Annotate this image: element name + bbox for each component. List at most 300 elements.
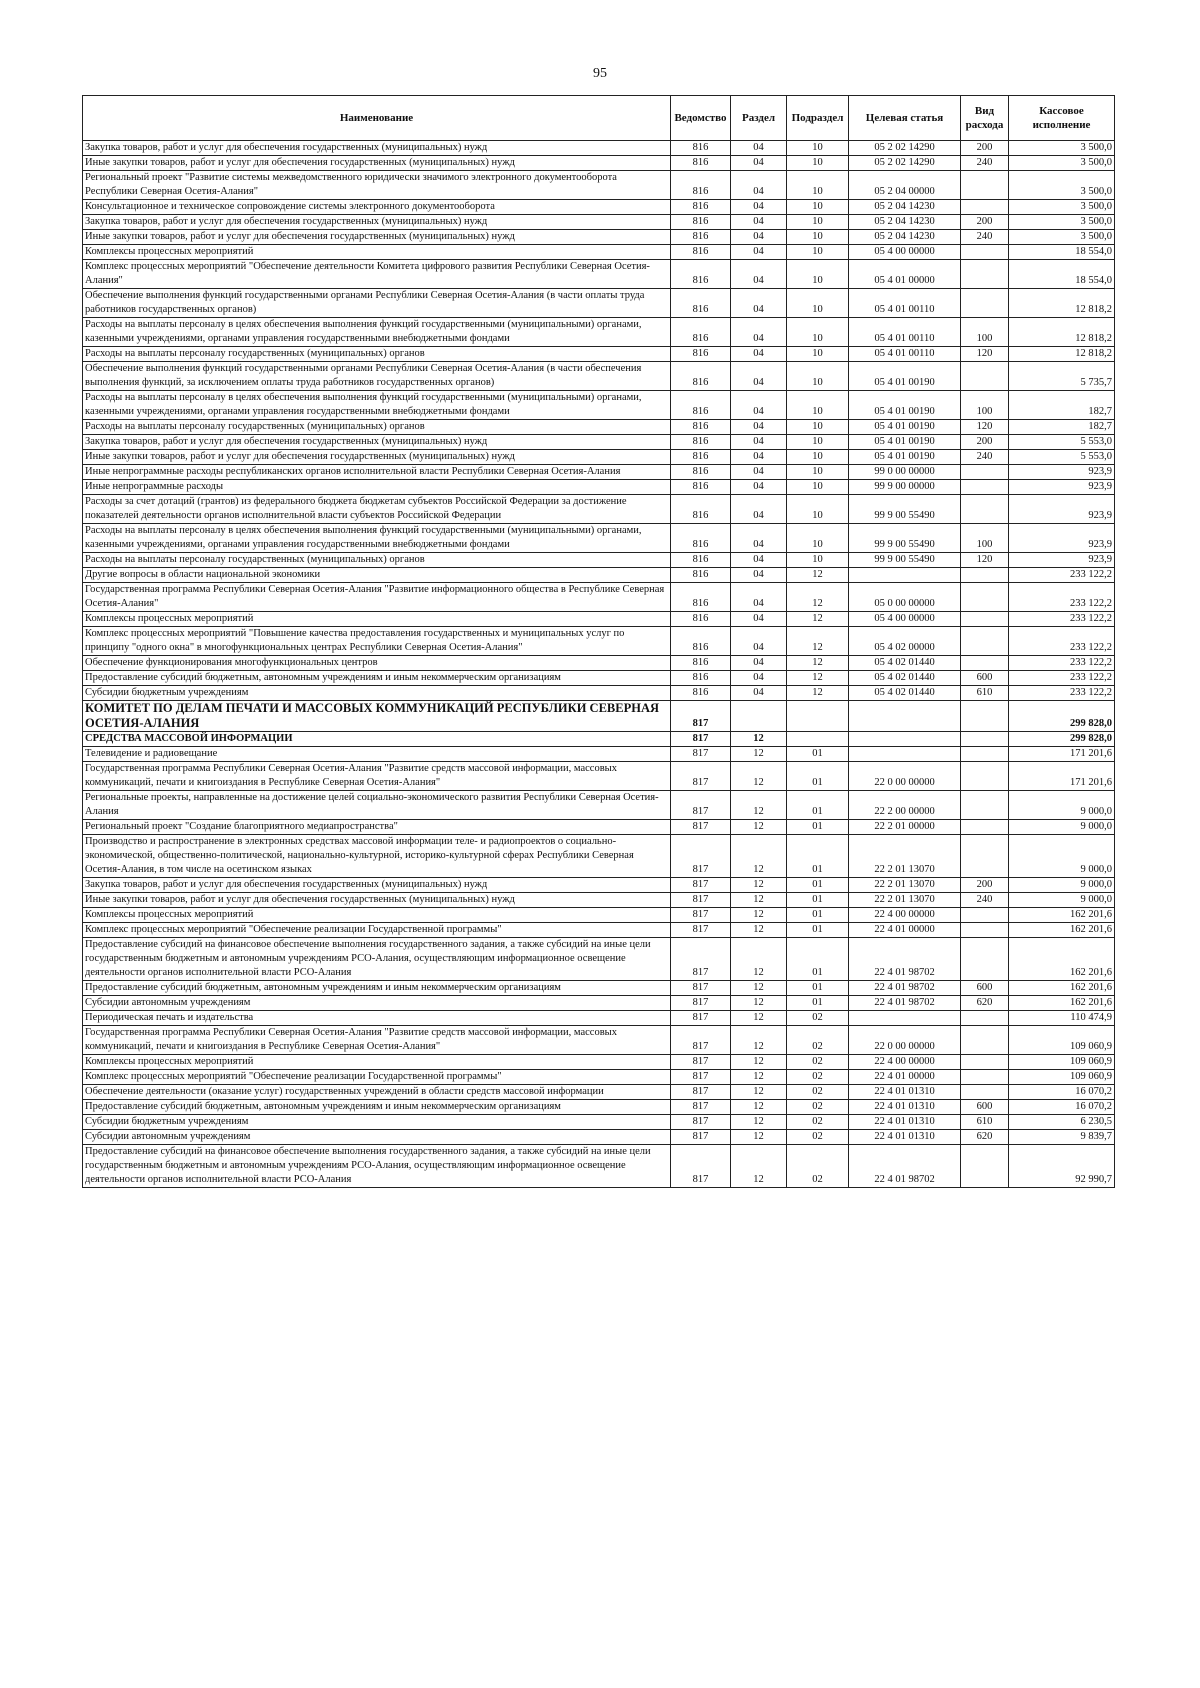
row-vid-cell bbox=[961, 480, 1009, 495]
row-razdel-cell: 12 bbox=[731, 732, 787, 747]
row-vid-cell: 240 bbox=[961, 156, 1009, 171]
row-vedomstvo-cell: 816 bbox=[671, 656, 731, 671]
row-kassovoe-cell: 923,9 bbox=[1009, 524, 1115, 553]
row-podrazdel-cell: 12 bbox=[787, 612, 849, 627]
row-vid-cell bbox=[961, 938, 1009, 981]
row-vid-cell bbox=[961, 1055, 1009, 1070]
row-vedomstvo-cell: 816 bbox=[671, 215, 731, 230]
row-vedomstvo-cell: 817 bbox=[671, 1055, 731, 1070]
row-vid-cell: 200 bbox=[961, 435, 1009, 450]
row-celevaya-cell: 05 4 00 00000 bbox=[849, 245, 961, 260]
header-vid-rashoda: Вид расхода bbox=[961, 96, 1009, 141]
row-podrazdel-cell: 01 bbox=[787, 878, 849, 893]
row-kassovoe-cell: 16 070,2 bbox=[1009, 1085, 1115, 1100]
row-name-cell: Периодическая печать и издательства bbox=[83, 1011, 671, 1026]
table-row bbox=[83, 495, 1115, 524]
row-celevaya-cell: 05 4 02 01440 bbox=[849, 671, 961, 686]
row-vid-cell: 120 bbox=[961, 553, 1009, 568]
row-kassovoe-cell: 171 201,6 bbox=[1009, 747, 1115, 762]
row-kassovoe-cell: 12 818,2 bbox=[1009, 289, 1115, 318]
row-vedomstvo-cell: 816 bbox=[671, 524, 731, 553]
row-vid-cell: 600 bbox=[961, 1100, 1009, 1115]
row-vedomstvo-cell: 817 bbox=[671, 1145, 731, 1188]
row-podrazdel-cell: 10 bbox=[787, 289, 849, 318]
row-razdel-cell: 12 bbox=[731, 762, 787, 791]
row-celevaya-cell: 05 4 01 00190 bbox=[849, 435, 961, 450]
row-vedomstvo-cell: 817 bbox=[671, 791, 731, 820]
row-razdel-cell: 12 bbox=[731, 820, 787, 835]
row-kassovoe-cell: 12 818,2 bbox=[1009, 347, 1115, 362]
row-podrazdel-cell: 10 bbox=[787, 141, 849, 156]
row-podrazdel-cell: 10 bbox=[787, 480, 849, 495]
row-celevaya-cell: 22 2 00 00000 bbox=[849, 791, 961, 820]
row-vid-cell: 200 bbox=[961, 215, 1009, 230]
row-razdel-cell: 12 bbox=[731, 1055, 787, 1070]
row-kassovoe-cell: 182,7 bbox=[1009, 420, 1115, 435]
row-razdel-cell: 12 bbox=[731, 791, 787, 820]
row-vedomstvo-cell: 817 bbox=[671, 1115, 731, 1130]
row-name-cell: Обеспечение выполнения функций государственными органами Республики Северная Осетия-Алания (в части оплаты труда работников государственных органов) bbox=[83, 289, 671, 318]
table-row bbox=[83, 435, 1115, 450]
table-row bbox=[83, 762, 1115, 791]
row-vedomstvo-cell: 817 bbox=[671, 893, 731, 908]
row-name-cell: Предоставление субсидий на финансовое обеспечение выполнения государственного задания, а также субсидий на иные цели государственным бюджетным и автономным учреждениям РСО-Алания, осуществляющим информационное освещение деятельности органов исполнительной власти РСО-Алания bbox=[83, 1145, 671, 1188]
row-vedomstvo-cell: 816 bbox=[671, 627, 731, 656]
row-kassovoe-cell: 5 553,0 bbox=[1009, 450, 1115, 465]
table-row bbox=[83, 996, 1115, 1011]
row-name-cell: Региональный проект "Развитие системы межведомственного юридически значимого электронного документооборота Республики Северная Осетия-Алания" bbox=[83, 171, 671, 200]
row-podrazdel-cell: 10 bbox=[787, 435, 849, 450]
row-kassovoe-cell: 162 201,6 bbox=[1009, 923, 1115, 938]
row-podrazdel-cell: 10 bbox=[787, 450, 849, 465]
table-row bbox=[83, 171, 1115, 200]
header-razdel: Раздел bbox=[731, 96, 787, 141]
row-kassovoe-cell: 9 000,0 bbox=[1009, 893, 1115, 908]
table-row bbox=[83, 820, 1115, 835]
table-row bbox=[83, 215, 1115, 230]
row-vedomstvo-cell: 817 bbox=[671, 1100, 731, 1115]
row-name-cell: Региональные проекты, направленные на достижение целей социально-экономического развития Республики Северная Осетия-Алания bbox=[83, 791, 671, 820]
row-vid-cell: 120 bbox=[961, 347, 1009, 362]
row-podrazdel-cell: 02 bbox=[787, 1070, 849, 1085]
row-razdel-cell bbox=[731, 701, 787, 732]
table-row bbox=[83, 1055, 1115, 1070]
row-kassovoe-cell: 233 122,2 bbox=[1009, 686, 1115, 701]
row-vid-cell: 100 bbox=[961, 524, 1009, 553]
row-vedomstvo-cell: 816 bbox=[671, 230, 731, 245]
row-celevaya-cell: 22 0 00 00000 bbox=[849, 1026, 961, 1055]
row-razdel-cell: 04 bbox=[731, 391, 787, 420]
row-kassovoe-cell: 923,9 bbox=[1009, 465, 1115, 480]
row-kassovoe-cell: 3 500,0 bbox=[1009, 200, 1115, 215]
table-body bbox=[83, 141, 1115, 1188]
row-podrazdel-cell: 12 bbox=[787, 568, 849, 583]
row-vedomstvo-cell: 817 bbox=[671, 732, 731, 747]
row-celevaya-cell bbox=[849, 1011, 961, 1026]
row-celevaya-cell: 22 4 01 98702 bbox=[849, 1145, 961, 1188]
page-number: 95 bbox=[593, 66, 607, 81]
row-celevaya-cell bbox=[849, 747, 961, 762]
row-razdel-cell: 04 bbox=[731, 435, 787, 450]
row-podrazdel-cell: 02 bbox=[787, 1026, 849, 1055]
table-row bbox=[83, 701, 1115, 732]
row-name-cell: Расходы на выплаты персоналу государственных (муниципальных) органов bbox=[83, 347, 671, 362]
table-row bbox=[83, 835, 1115, 878]
row-vid-cell bbox=[961, 791, 1009, 820]
row-podrazdel-cell: 10 bbox=[787, 553, 849, 568]
row-name-cell: Закупка товаров, работ и услуг для обеспечения государственных (муниципальных) нужд bbox=[83, 215, 671, 230]
row-podrazdel-cell: 01 bbox=[787, 747, 849, 762]
row-vid-cell: 620 bbox=[961, 1130, 1009, 1145]
row-celevaya-cell: 05 4 02 01440 bbox=[849, 686, 961, 701]
row-name-cell: Консультационное и техническое сопровождение системы электронного документооборота bbox=[83, 200, 671, 215]
row-razdel-cell: 12 bbox=[731, 923, 787, 938]
row-vid-cell bbox=[961, 495, 1009, 524]
row-name-cell: Комплекс процессных мероприятий "Повышение качества предоставления государственных и муниципальных услуг по принципу "одного окна" в многофункциональных центрах Республики Северная Осетия-Алания" bbox=[83, 627, 671, 656]
table-row bbox=[83, 230, 1115, 245]
row-vedomstvo-cell: 816 bbox=[671, 245, 731, 260]
row-kassovoe-cell: 233 122,2 bbox=[1009, 656, 1115, 671]
table-row bbox=[83, 480, 1115, 495]
row-kassovoe-cell: 6 230,5 bbox=[1009, 1115, 1115, 1130]
row-razdel-cell: 12 bbox=[731, 938, 787, 981]
row-vid-cell bbox=[961, 1011, 1009, 1026]
row-podrazdel-cell: 10 bbox=[787, 362, 849, 391]
row-vid-cell bbox=[961, 362, 1009, 391]
table-row bbox=[83, 1026, 1115, 1055]
row-name-cell: Субсидии автономным учреждениям bbox=[83, 1130, 671, 1145]
row-vedomstvo-cell: 817 bbox=[671, 747, 731, 762]
row-name-cell: Производство и распространение в электронных средствах массовой информации теле- и радиопроектов о социально-экономической, общественно-политической, национально-культурной, историко-культурной сферах Республики Северная Осетия-Алания, в том числе на осетинском языках bbox=[83, 835, 671, 878]
row-vid-cell bbox=[961, 200, 1009, 215]
budget-table bbox=[82, 95, 1115, 1188]
row-celevaya-cell: 05 4 01 00110 bbox=[849, 318, 961, 347]
row-vid-cell bbox=[961, 747, 1009, 762]
row-celevaya-cell: 99 0 00 00000 bbox=[849, 465, 961, 480]
row-vedomstvo-cell: 816 bbox=[671, 568, 731, 583]
row-name-cell: КОМИТЕТ ПО ДЕЛАМ ПЕЧАТИ И МАССОВЫХ КОММУНИКАЦИЙ РЕСПУБЛИКИ СЕВЕРНАЯ ОСЕТИЯ-АЛАНИЯ bbox=[83, 701, 671, 732]
row-razdel-cell: 04 bbox=[731, 215, 787, 230]
row-podrazdel-cell: 01 bbox=[787, 820, 849, 835]
table-row bbox=[83, 450, 1115, 465]
row-vid-cell bbox=[961, 583, 1009, 612]
row-vedomstvo-cell: 817 bbox=[671, 878, 731, 893]
row-razdel-cell: 04 bbox=[731, 156, 787, 171]
row-vid-cell: 100 bbox=[961, 318, 1009, 347]
row-kassovoe-cell: 3 500,0 bbox=[1009, 215, 1115, 230]
row-vedomstvo-cell: 816 bbox=[671, 495, 731, 524]
row-celevaya-cell bbox=[849, 568, 961, 583]
row-name-cell: Региональный проект "Создание благоприятного медиапространства" bbox=[83, 820, 671, 835]
table-row bbox=[83, 245, 1115, 260]
row-podrazdel-cell: 02 bbox=[787, 1130, 849, 1145]
row-razdel-cell: 04 bbox=[731, 200, 787, 215]
table-row bbox=[83, 878, 1115, 893]
row-name-cell: Закупка товаров, работ и услуг для обеспечения государственных (муниципальных) нужд bbox=[83, 435, 671, 450]
row-name-cell: Иные непрограммные расходы республиканских органов исполнительной власти Республики Северная Осетия-Алания bbox=[83, 465, 671, 480]
row-vedomstvo-cell: 816 bbox=[671, 347, 731, 362]
row-kassovoe-cell: 12 818,2 bbox=[1009, 318, 1115, 347]
row-kassovoe-cell: 171 201,6 bbox=[1009, 762, 1115, 791]
row-vid-cell bbox=[961, 1026, 1009, 1055]
row-kassovoe-cell: 109 060,9 bbox=[1009, 1055, 1115, 1070]
row-podrazdel-cell: 10 bbox=[787, 230, 849, 245]
row-podrazdel-cell: 12 bbox=[787, 656, 849, 671]
row-kassovoe-cell: 110 474,9 bbox=[1009, 1011, 1115, 1026]
row-vid-cell bbox=[961, 762, 1009, 791]
row-razdel-cell: 12 bbox=[731, 908, 787, 923]
row-vedomstvo-cell: 816 bbox=[671, 435, 731, 450]
table-row bbox=[83, 318, 1115, 347]
row-vid-cell bbox=[961, 245, 1009, 260]
row-razdel-cell: 12 bbox=[731, 1100, 787, 1115]
table-row bbox=[83, 200, 1115, 215]
table-row bbox=[83, 583, 1115, 612]
row-razdel-cell: 04 bbox=[731, 656, 787, 671]
row-vid-cell bbox=[961, 612, 1009, 627]
row-name-cell: Предоставление субсидий бюджетным, автономным учреждениям и иным некоммерческим организациям bbox=[83, 1100, 671, 1115]
row-podrazdel-cell bbox=[787, 732, 849, 747]
row-vedomstvo-cell: 816 bbox=[671, 420, 731, 435]
row-razdel-cell: 12 bbox=[731, 878, 787, 893]
row-kassovoe-cell: 109 060,9 bbox=[1009, 1026, 1115, 1055]
row-razdel-cell: 04 bbox=[731, 245, 787, 260]
row-celevaya-cell: 99 9 00 00000 bbox=[849, 480, 961, 495]
row-podrazdel-cell: 01 bbox=[787, 835, 849, 878]
table-row bbox=[83, 141, 1115, 156]
row-razdel-cell: 04 bbox=[731, 141, 787, 156]
row-podrazdel-cell: 10 bbox=[787, 524, 849, 553]
row-name-cell: СРЕДСТВА МАССОВОЙ ИНФОРМАЦИИ bbox=[83, 732, 671, 747]
row-vedomstvo-cell: 817 bbox=[671, 701, 731, 732]
row-celevaya-cell: 05 2 02 14290 bbox=[849, 156, 961, 171]
row-celevaya-cell: 05 0 00 00000 bbox=[849, 583, 961, 612]
row-vedomstvo-cell: 817 bbox=[671, 820, 731, 835]
row-celevaya-cell: 22 4 01 01310 bbox=[849, 1100, 961, 1115]
row-name-cell: Комплекс процессных мероприятий "Обеспечение реализации Государственной программы" bbox=[83, 923, 671, 938]
row-vedomstvo-cell: 816 bbox=[671, 141, 731, 156]
row-podrazdel-cell: 01 bbox=[787, 981, 849, 996]
table-row bbox=[83, 627, 1115, 656]
row-vedomstvo-cell: 816 bbox=[671, 200, 731, 215]
row-kassovoe-cell: 923,9 bbox=[1009, 553, 1115, 568]
table-row bbox=[83, 908, 1115, 923]
row-razdel-cell: 04 bbox=[731, 450, 787, 465]
row-vid-cell bbox=[961, 656, 1009, 671]
row-vid-cell: 600 bbox=[961, 981, 1009, 996]
table-row bbox=[83, 981, 1115, 996]
row-vedomstvo-cell: 817 bbox=[671, 1085, 731, 1100]
row-name-cell: Иные закупки товаров, работ и услуг для обеспечения государственных (муниципальных) нужд bbox=[83, 450, 671, 465]
row-celevaya-cell: 22 4 01 00000 bbox=[849, 1070, 961, 1085]
row-razdel-cell: 04 bbox=[731, 318, 787, 347]
row-vedomstvo-cell: 816 bbox=[671, 612, 731, 627]
table-row bbox=[83, 1070, 1115, 1085]
table-row bbox=[83, 1115, 1115, 1130]
row-podrazdel-cell: 12 bbox=[787, 627, 849, 656]
row-kassovoe-cell: 16 070,2 bbox=[1009, 1100, 1115, 1115]
row-vedomstvo-cell: 817 bbox=[671, 762, 731, 791]
table-row bbox=[83, 1100, 1115, 1115]
row-vedomstvo-cell: 816 bbox=[671, 480, 731, 495]
row-vid-cell bbox=[961, 732, 1009, 747]
row-celevaya-cell: 99 9 00 55490 bbox=[849, 495, 961, 524]
row-podrazdel-cell: 02 bbox=[787, 1100, 849, 1115]
row-podrazdel-cell: 12 bbox=[787, 686, 849, 701]
row-celevaya-cell: 22 4 01 98702 bbox=[849, 938, 961, 981]
row-podrazdel-cell: 02 bbox=[787, 1115, 849, 1130]
row-name-cell: Предоставление субсидий бюджетным, автономным учреждениям и иным некоммерческим организациям bbox=[83, 671, 671, 686]
row-vedomstvo-cell: 817 bbox=[671, 1130, 731, 1145]
row-podrazdel-cell: 10 bbox=[787, 318, 849, 347]
row-celevaya-cell: 22 2 01 13070 bbox=[849, 893, 961, 908]
row-podrazdel-cell: 01 bbox=[787, 791, 849, 820]
row-kassovoe-cell: 92 990,7 bbox=[1009, 1145, 1115, 1188]
header-kassovoe-ispolnenie: Кассовое исполнение bbox=[1009, 96, 1115, 141]
row-celevaya-cell: 22 2 01 00000 bbox=[849, 820, 961, 835]
row-kassovoe-cell: 233 122,2 bbox=[1009, 671, 1115, 686]
row-razdel-cell: 04 bbox=[731, 627, 787, 656]
row-vedomstvo-cell: 817 bbox=[671, 938, 731, 981]
row-vid-cell: 100 bbox=[961, 391, 1009, 420]
row-vedomstvo-cell: 816 bbox=[671, 450, 731, 465]
table-row bbox=[83, 347, 1115, 362]
row-celevaya-cell: 99 9 00 55490 bbox=[849, 524, 961, 553]
table-row bbox=[83, 289, 1115, 318]
row-vedomstvo-cell: 816 bbox=[671, 686, 731, 701]
row-kassovoe-cell: 233 122,2 bbox=[1009, 583, 1115, 612]
row-kassovoe-cell: 162 201,6 bbox=[1009, 996, 1115, 1011]
row-vedomstvo-cell: 817 bbox=[671, 1011, 731, 1026]
row-razdel-cell: 04 bbox=[731, 420, 787, 435]
row-vid-cell: 200 bbox=[961, 878, 1009, 893]
row-name-cell: Комплексы процессных мероприятий bbox=[83, 1055, 671, 1070]
row-vid-cell: 620 bbox=[961, 996, 1009, 1011]
table-row bbox=[83, 686, 1115, 701]
header-celevaya-statya: Целевая статья bbox=[849, 96, 961, 141]
table-row bbox=[83, 1085, 1115, 1100]
row-vedomstvo-cell: 817 bbox=[671, 1070, 731, 1085]
row-podrazdel-cell: 01 bbox=[787, 938, 849, 981]
row-podrazdel-cell: 10 bbox=[787, 420, 849, 435]
row-vid-cell: 240 bbox=[961, 893, 1009, 908]
row-vedomstvo-cell: 816 bbox=[671, 465, 731, 480]
row-razdel-cell: 04 bbox=[731, 230, 787, 245]
row-name-cell: Комплексы процессных мероприятий bbox=[83, 612, 671, 627]
row-vedomstvo-cell: 817 bbox=[671, 835, 731, 878]
row-name-cell: Государственная программа Республики Северная Осетия-Алания "Развитие информационного общества в Республике Северная Осетия-Алания" bbox=[83, 583, 671, 612]
row-vedomstvo-cell: 816 bbox=[671, 362, 731, 391]
row-vedomstvo-cell: 816 bbox=[671, 583, 731, 612]
row-kassovoe-cell: 5 735,7 bbox=[1009, 362, 1115, 391]
table-row bbox=[83, 893, 1115, 908]
table-row bbox=[83, 420, 1115, 435]
row-razdel-cell: 04 bbox=[731, 362, 787, 391]
row-kassovoe-cell: 3 500,0 bbox=[1009, 171, 1115, 200]
table-row bbox=[83, 1011, 1115, 1026]
row-vid-cell bbox=[961, 465, 1009, 480]
row-vedomstvo-cell: 816 bbox=[671, 156, 731, 171]
row-podrazdel-cell: 10 bbox=[787, 391, 849, 420]
row-vedomstvo-cell: 817 bbox=[671, 1026, 731, 1055]
table-row bbox=[83, 1130, 1115, 1145]
row-podrazdel-cell: 12 bbox=[787, 671, 849, 686]
row-razdel-cell: 12 bbox=[731, 1070, 787, 1085]
row-celevaya-cell: 05 4 01 00190 bbox=[849, 450, 961, 465]
row-podrazdel-cell: 12 bbox=[787, 583, 849, 612]
table-row bbox=[83, 465, 1115, 480]
row-name-cell: Закупка товаров, работ и услуг для обеспечения государственных (муниципальных) нужд bbox=[83, 878, 671, 893]
row-razdel-cell: 04 bbox=[731, 171, 787, 200]
row-name-cell: Предоставление субсидий на финансовое обеспечение выполнения государственного задания, а также субсидий на иные цели государственным бюджетным и автономным учреждениям РСО-Алания, осуществляющим информационное освещение деятельности органов исполнительной власти РСО-Алания bbox=[83, 938, 671, 981]
row-podrazdel-cell: 01 bbox=[787, 762, 849, 791]
table-row bbox=[83, 524, 1115, 553]
row-razdel-cell: 12 bbox=[731, 1115, 787, 1130]
row-vid-cell bbox=[961, 260, 1009, 289]
row-razdel-cell: 12 bbox=[731, 981, 787, 996]
row-razdel-cell: 04 bbox=[731, 495, 787, 524]
row-vedomstvo-cell: 816 bbox=[671, 318, 731, 347]
row-razdel-cell: 04 bbox=[731, 465, 787, 480]
row-name-cell: Расходы на выплаты персоналу государственных (муниципальных) органов bbox=[83, 420, 671, 435]
row-razdel-cell: 04 bbox=[731, 260, 787, 289]
row-kassovoe-cell: 182,7 bbox=[1009, 391, 1115, 420]
row-kassovoe-cell: 3 500,0 bbox=[1009, 156, 1115, 171]
row-name-cell: Закупка товаров, работ и услуг для обеспечения государственных (муниципальных) нужд bbox=[83, 141, 671, 156]
row-name-cell: Обеспечение функционирования многофункциональных центров bbox=[83, 656, 671, 671]
table-row bbox=[83, 747, 1115, 762]
row-name-cell: Субсидии бюджетным учреждениям bbox=[83, 686, 671, 701]
row-celevaya-cell bbox=[849, 732, 961, 747]
row-celevaya-cell: 22 4 01 98702 bbox=[849, 996, 961, 1011]
row-razdel-cell: 04 bbox=[731, 347, 787, 362]
row-vid-cell bbox=[961, 701, 1009, 732]
row-name-cell: Обеспечение деятельности (оказание услуг) государственных учреждений в области средств массовой информации bbox=[83, 1085, 671, 1100]
row-vid-cell bbox=[961, 835, 1009, 878]
table-row bbox=[83, 553, 1115, 568]
row-vedomstvo-cell: 817 bbox=[671, 908, 731, 923]
row-celevaya-cell: 05 4 02 00000 bbox=[849, 627, 961, 656]
row-razdel-cell: 04 bbox=[731, 524, 787, 553]
row-podrazdel-cell: 10 bbox=[787, 347, 849, 362]
row-vedomstvo-cell: 817 bbox=[671, 981, 731, 996]
row-celevaya-cell: 22 4 01 01310 bbox=[849, 1130, 961, 1145]
row-celevaya-cell: 22 4 01 01310 bbox=[849, 1115, 961, 1130]
row-kassovoe-cell: 299 828,0 bbox=[1009, 732, 1115, 747]
row-name-cell: Комплекс процессных мероприятий "Обеспечение деятельности Комитета цифрового развития Республики Северная Осетия-Алания" bbox=[83, 260, 671, 289]
table-row bbox=[83, 568, 1115, 583]
row-celevaya-cell: 05 4 01 00190 bbox=[849, 391, 961, 420]
row-celevaya-cell: 22 2 01 13070 bbox=[849, 878, 961, 893]
row-kassovoe-cell: 109 060,9 bbox=[1009, 1070, 1115, 1085]
row-celevaya-cell: 05 4 02 01440 bbox=[849, 656, 961, 671]
table-row bbox=[83, 260, 1115, 289]
row-celevaya-cell: 22 4 00 00000 bbox=[849, 908, 961, 923]
row-name-cell: Расходы на выплаты персоналу в целях обеспечения выполнения функций государственными (муниципальными) органами, казенными учреждениями, органами управления государственными внебюджетными фондами bbox=[83, 391, 671, 420]
row-razdel-cell: 12 bbox=[731, 1130, 787, 1145]
row-razdel-cell: 04 bbox=[731, 612, 787, 627]
row-name-cell: Обеспечение выполнения функций государственными органами Республики Северная Осетия-Алания (в части обеспечения выполнения функций, за исключением оплаты труда работников государственных органов) bbox=[83, 362, 671, 391]
row-celevaya-cell: 05 2 04 14230 bbox=[849, 230, 961, 245]
row-podrazdel-cell: 10 bbox=[787, 260, 849, 289]
row-kassovoe-cell: 233 122,2 bbox=[1009, 568, 1115, 583]
row-razdel-cell: 04 bbox=[731, 480, 787, 495]
row-razdel-cell: 12 bbox=[731, 1145, 787, 1188]
row-name-cell: Государственная программа Республики Северная Осетия-Алания "Развитие средств массовой информации, массовых коммуникаций, печати и книгоиздания в Республике Северная Осетия-Алания" bbox=[83, 1026, 671, 1055]
row-celevaya-cell: 22 4 01 00000 bbox=[849, 923, 961, 938]
row-celevaya-cell: 22 4 00 00000 bbox=[849, 1055, 961, 1070]
row-celevaya-cell: 05 4 01 00000 bbox=[849, 260, 961, 289]
